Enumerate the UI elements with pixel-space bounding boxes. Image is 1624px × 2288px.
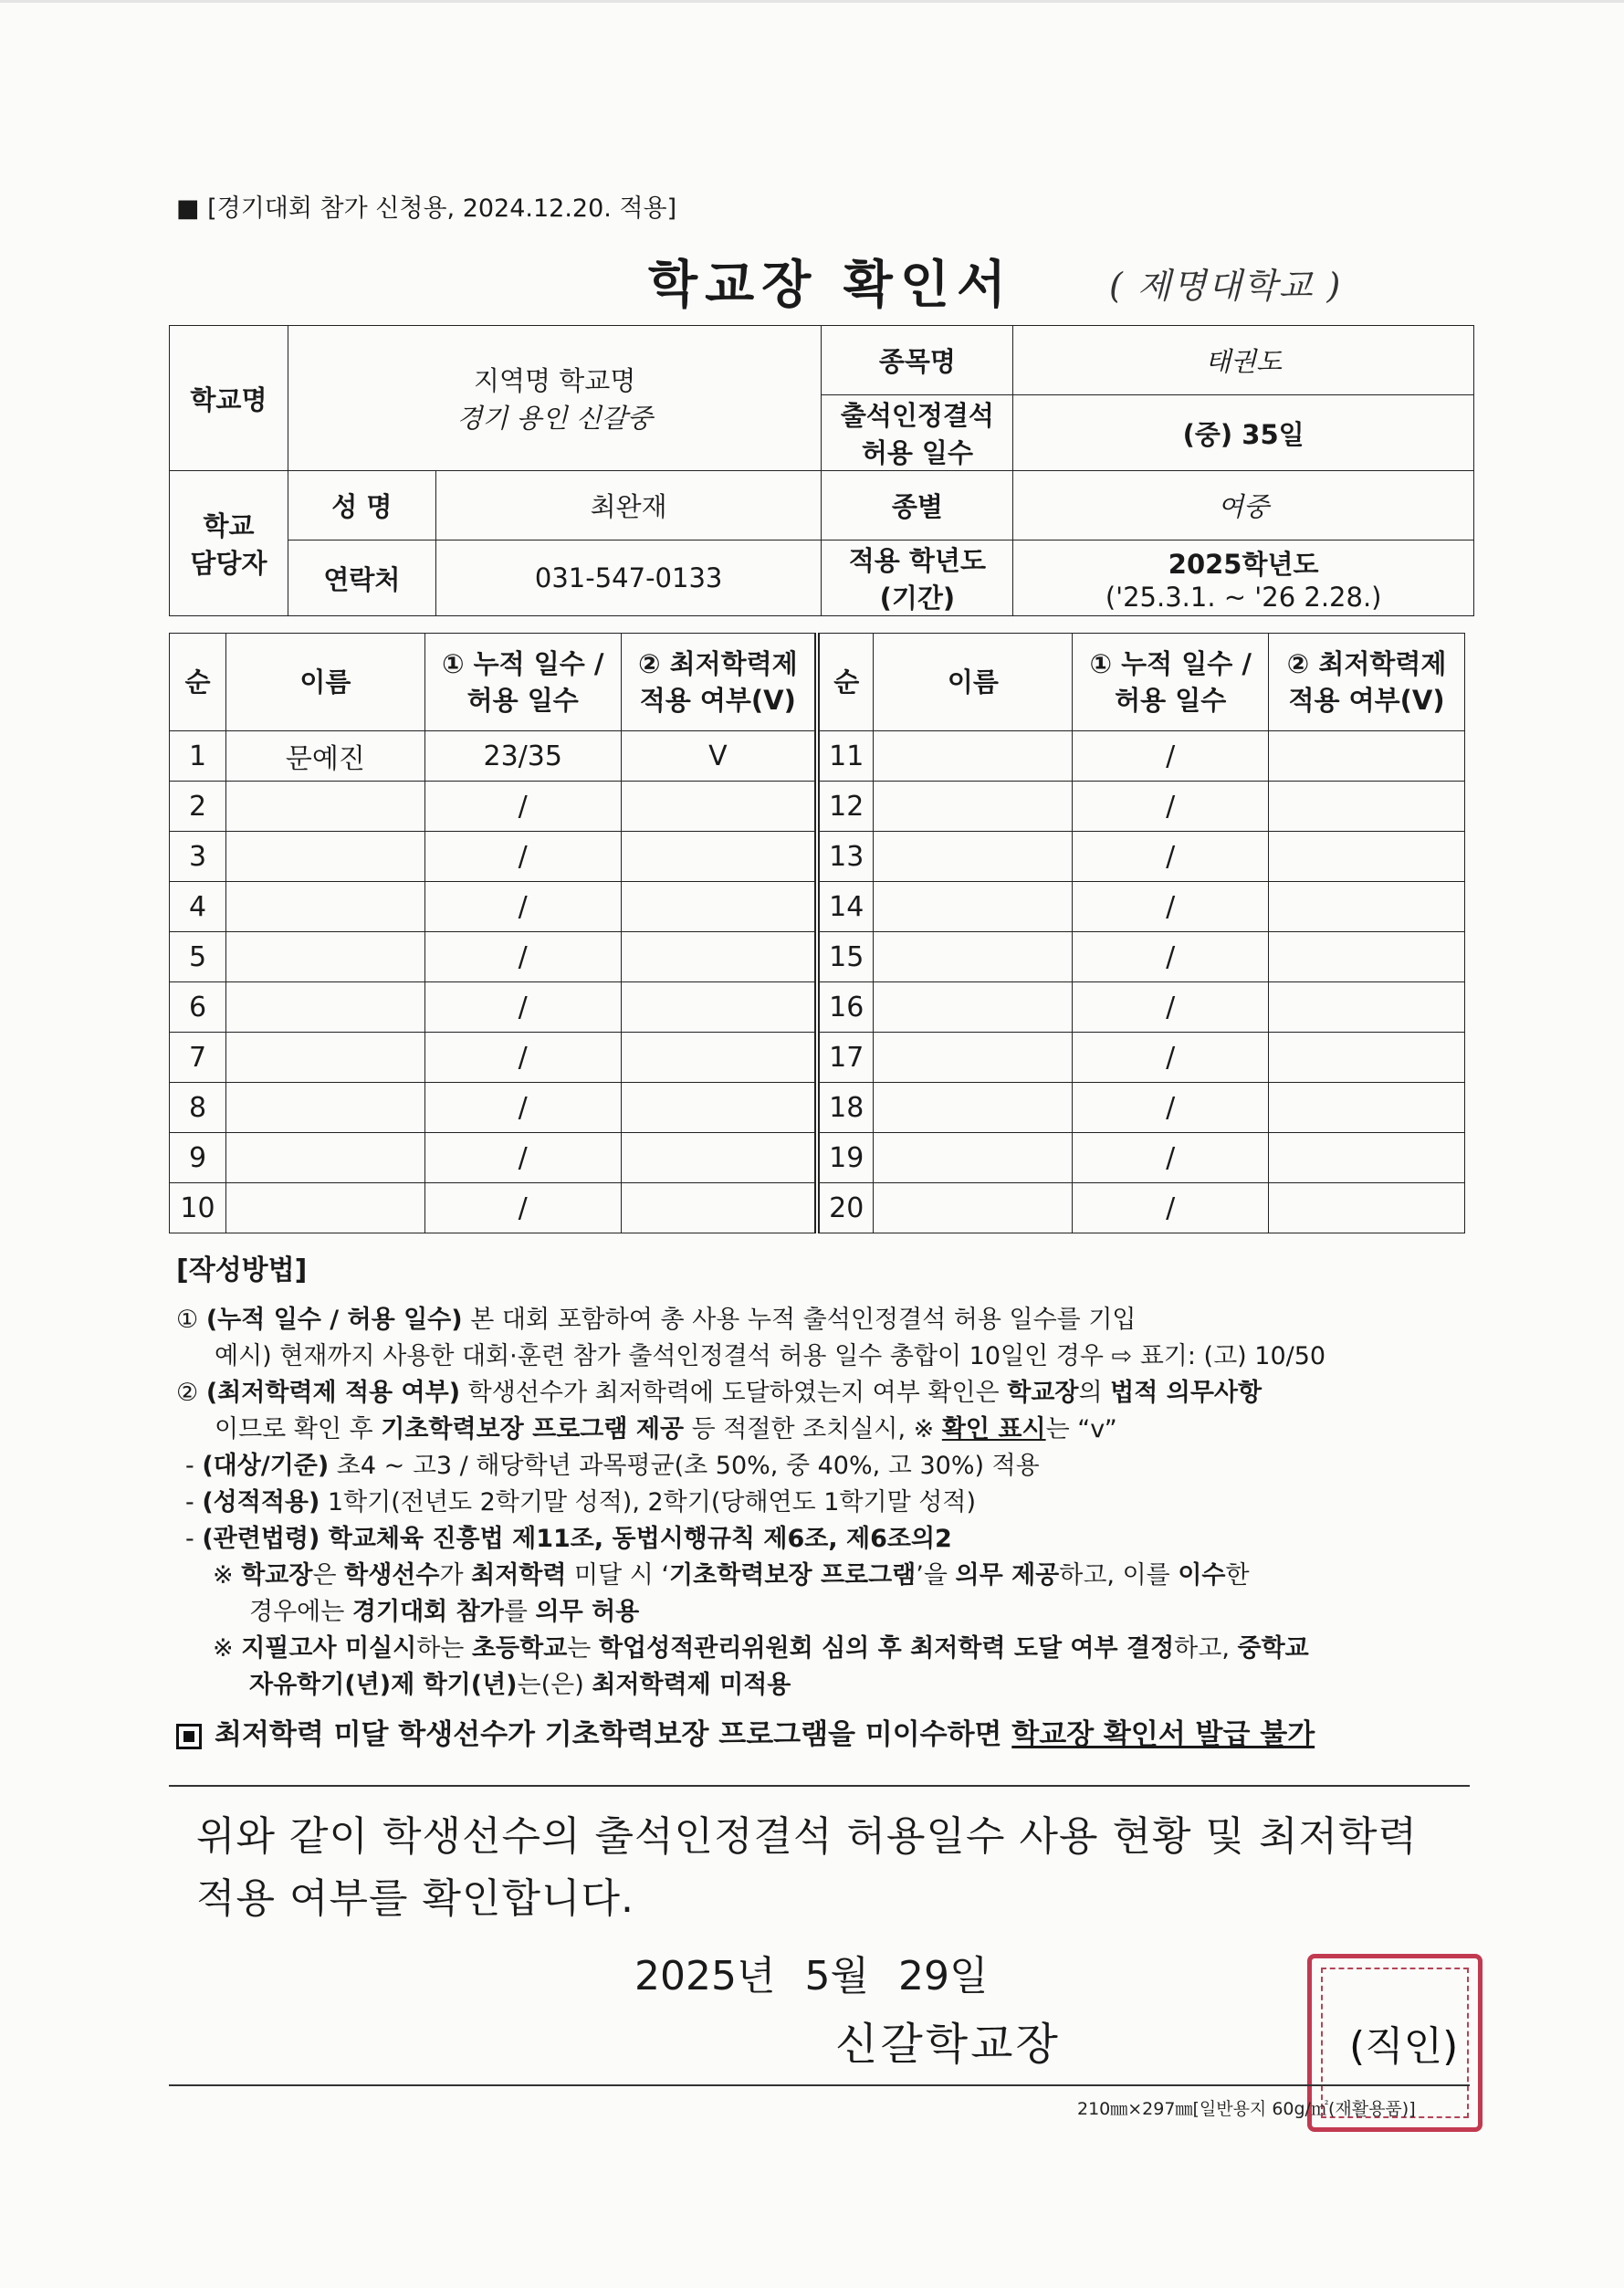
roster-cell-right-name bbox=[874, 782, 1073, 832]
roster-cell-right-min bbox=[1269, 1183, 1465, 1233]
year-value bbox=[1013, 541, 1474, 616]
method-title: [작성방법] bbox=[176, 1254, 308, 1286]
manager-label bbox=[170, 471, 288, 616]
method-line-5: - (대상/기준) 초4 ~ 고3 / 해당학년 과목평균(초 50%, 중 40%, 고 30%) 적용 bbox=[185, 1452, 1040, 1480]
roster-cell-right-days: / bbox=[1073, 1083, 1269, 1133]
roster-cell-left-name bbox=[225, 832, 424, 882]
roster-cell-left-min bbox=[621, 882, 817, 932]
header-note: ■ [경기대회 참가 신청용, 2024.12.20. 적용] bbox=[176, 194, 677, 223]
roster-cell-right-no: 18 bbox=[817, 1083, 874, 1133]
roster-cell-left-name bbox=[225, 1083, 424, 1133]
roster-cell-right-name bbox=[874, 932, 1073, 982]
roster-cell-right-days: / bbox=[1073, 731, 1269, 782]
roster-cell-left-min bbox=[621, 832, 817, 882]
confirmation-line-1: 위와 같이 학생선수의 출석인정결석 허용일수 사용 현황 및 최저학력 bbox=[196, 1813, 1418, 1860]
roster-cell-left-days: / bbox=[424, 1183, 621, 1233]
roster-cell-left-min bbox=[621, 1133, 817, 1183]
method-line-2: 예시) 현재까지 사용한 대회·훈련 참가 출석인정결석 허용 일수 총합이 10일인 경우 ⇨ 표기: (고) 10/50 bbox=[215, 1342, 1326, 1370]
roster-cell-right-min bbox=[1269, 832, 1465, 882]
contact-label: 연락처 bbox=[288, 541, 435, 616]
roster-cell-right-min bbox=[1269, 932, 1465, 982]
method-line-7: - (관련법령) 학교체육 진흥법 제11조, 동법시행규칙 제6조, 제6조의2 bbox=[185, 1525, 952, 1553]
roster-cell-left-name bbox=[225, 782, 424, 832]
roster-cell-right-no: 20 bbox=[817, 1183, 874, 1233]
method-line-11: 자유학기(년)제 학기(년)는(은) 최저학력제 미적용 bbox=[249, 1671, 791, 1699]
table-row bbox=[170, 782, 1465, 832]
absence-label bbox=[822, 395, 1013, 471]
event-value: 태권도 bbox=[1013, 326, 1474, 395]
divider-line bbox=[169, 1785, 1470, 1787]
warning-box-icon bbox=[176, 1724, 202, 1749]
header-name-right: 이름 bbox=[874, 634, 1073, 731]
table-row bbox=[170, 832, 1465, 882]
method-line-1: ① (누적 일수 / 허용 일수) 본 대회 포함하여 총 사용 누적 출석인정결석 허용 일수를 기입 bbox=[176, 1306, 1137, 1334]
method-line-9: 경우에는 경기대회 참가를 의무 허용 bbox=[249, 1598, 640, 1626]
roster-cell-right-days: / bbox=[1073, 932, 1269, 982]
roster-cell-right-min bbox=[1269, 982, 1465, 1033]
method-line-3: ② (최저학력제 적용 여부) 학생선수가 최저학력에 도달하였는지 여부 확인은 학교장의 법적 의무사항 bbox=[176, 1379, 1263, 1407]
roster-cell-left-days: / bbox=[424, 932, 621, 982]
header-name: 이름 bbox=[225, 634, 424, 731]
table-row bbox=[170, 1183, 1465, 1233]
roster-cell-right-days: / bbox=[1073, 982, 1269, 1033]
roster-cell-left-min bbox=[621, 1083, 817, 1133]
method-line-4: 이므로 확인 후 기초학력보장 프로그램 제공 등 적절한 조치실시, ※ 확인 표시는 “v” bbox=[215, 1415, 1117, 1443]
roster-cell-right-no: 14 bbox=[817, 882, 874, 932]
roster-cell-left-min bbox=[621, 932, 817, 982]
roster-cell-right-min bbox=[1269, 1033, 1465, 1083]
roster-cell-left-name: 문예진 bbox=[225, 731, 424, 782]
roster-cell-left-no: 9 bbox=[170, 1133, 226, 1183]
school-cell bbox=[288, 326, 822, 471]
roster-cell-right-no: 13 bbox=[817, 832, 874, 882]
roster-cell-right-name bbox=[874, 1183, 1073, 1233]
school-value: 경기 용인 신갈중 bbox=[456, 403, 653, 434]
roster-cell-right-min bbox=[1269, 1133, 1465, 1183]
roster-cell-left-no: 5 bbox=[170, 932, 226, 982]
year-label bbox=[822, 541, 1013, 616]
bottom-line bbox=[169, 2084, 1470, 2086]
event-label: 종목명 bbox=[822, 326, 1013, 395]
roster-cell-left-no: 4 bbox=[170, 882, 226, 932]
signer-name: 신갈학교장 bbox=[835, 2019, 1061, 2070]
method-line-6: - (성적적용) 1학기(전년도 2학기말 성적), 2학기(당해연도 1학기말 성적) bbox=[185, 1488, 976, 1517]
roster-cell-right-name bbox=[874, 1083, 1073, 1133]
roster-cell-right-days: / bbox=[1073, 1033, 1269, 1083]
roster-cell-right-days: / bbox=[1073, 782, 1269, 832]
roster-cell-right-name bbox=[874, 832, 1073, 882]
roster-cell-left-min bbox=[621, 1033, 817, 1083]
roster-cell-right-days: / bbox=[1073, 1183, 1269, 1233]
roster-cell-left-no: 10 bbox=[170, 1183, 226, 1233]
roster-cell-right-min bbox=[1269, 1083, 1465, 1133]
header-days: ① 누적 일수 / 허용 일수 bbox=[424, 634, 621, 731]
table-row bbox=[170, 1133, 1465, 1183]
roster-cell-left-name bbox=[225, 982, 424, 1033]
year-value-line2: ('25.3.1. ~ '26 2.28.) bbox=[1105, 581, 1382, 613]
year-value-line1: 2025학년도 bbox=[1168, 548, 1319, 580]
absence-label-line2: 허용 일수 bbox=[861, 437, 973, 468]
category-label: 종별 bbox=[822, 471, 1013, 541]
roster-cell-left-days: / bbox=[424, 882, 621, 932]
table-row bbox=[170, 1083, 1465, 1133]
roster-cell-right-no: 12 bbox=[817, 782, 874, 832]
paper-spec: 210㎜×297㎜[일반용지 60g/㎡(재활용품)] bbox=[1077, 2099, 1416, 2119]
roster-cell-left-name bbox=[225, 932, 424, 982]
roster-cell-right-days: / bbox=[1073, 1133, 1269, 1183]
roster-cell-left-no: 6 bbox=[170, 982, 226, 1033]
roster-cell-left-days: / bbox=[424, 982, 621, 1033]
roster-table bbox=[169, 633, 1465, 1233]
method-line-10: ※ 지필고사 미실시하는 초등학교는 학업성적관리위원회 심의 후 최저학력 도달 여부 결정하고, 중학교 bbox=[213, 1634, 1309, 1663]
roster-cell-left-name bbox=[225, 1183, 424, 1233]
roster-cell-left-days: / bbox=[424, 832, 621, 882]
roster-cell-right-no: 19 bbox=[817, 1133, 874, 1183]
roster-cell-right-days: / bbox=[1073, 832, 1269, 882]
header-no: 순 bbox=[170, 634, 226, 731]
year-label-line1: 적용 학년도 bbox=[848, 545, 986, 576]
roster-cell-left-days: / bbox=[424, 1133, 621, 1183]
writing-method-section bbox=[176, 1253, 1472, 1760]
roster-cell-left-no: 2 bbox=[170, 782, 226, 832]
table-row bbox=[170, 882, 1465, 932]
table-row bbox=[170, 932, 1465, 982]
roster-cell-left-no: 1 bbox=[170, 731, 226, 782]
roster-cell-left-days: / bbox=[424, 782, 621, 832]
roster-cell-left-name bbox=[225, 882, 424, 932]
school-label: 학교명 bbox=[170, 326, 288, 471]
header-min: ② 최저학력제 적용 여부(V) bbox=[621, 634, 817, 731]
seal-label: (직인) bbox=[1349, 2023, 1459, 2070]
roster-cell-left-days: / bbox=[424, 1033, 621, 1083]
confirmation-statement bbox=[196, 1806, 1456, 1930]
warning-line: 최저학력 미달 학생선수가 기초학력보장 프로그램을 미이수하면 학교장 확인서 발급 불가 bbox=[176, 1716, 1472, 1760]
document-title: 학교장 확인서 bbox=[648, 256, 1014, 315]
roster-cell-right-no: 17 bbox=[817, 1033, 874, 1083]
table-row bbox=[170, 1033, 1465, 1083]
roster-cell-left-min bbox=[621, 982, 817, 1033]
name-value: 최완재 bbox=[435, 471, 822, 541]
absence-value: (중) 35일 bbox=[1013, 395, 1474, 471]
roster-cell-left-no: 7 bbox=[170, 1033, 226, 1083]
roster-cell-right-name bbox=[874, 1133, 1073, 1183]
roster-cell-right-no: 15 bbox=[817, 932, 874, 982]
method-line-8: ※ 학교장은 학생선수가 최저학력 미달 시 ‘기초학력보장 프로그램’을 의무 제공하고, 이를 이수한 bbox=[213, 1561, 1250, 1590]
roster-cell-right-min bbox=[1269, 882, 1465, 932]
header-min-right: ② 최저학력제 적용 여부(V) bbox=[1269, 634, 1465, 731]
info-table bbox=[169, 325, 1474, 616]
school-sub-label: 지역명 학교명 bbox=[474, 365, 636, 396]
issue-date: 2025년 5월 29일 bbox=[634, 1953, 989, 1999]
confirmation-line-2: 적용 여부를 확인합니다. bbox=[196, 1875, 634, 1922]
name-label: 성 명 bbox=[288, 471, 435, 541]
roster-cell-left-min: V bbox=[621, 731, 817, 782]
absence-label-line1: 출석인정결석 bbox=[840, 400, 994, 431]
roster-cell-left-name bbox=[225, 1033, 424, 1083]
roster-cell-left-name bbox=[225, 1133, 424, 1183]
roster-cell-right-name bbox=[874, 731, 1073, 782]
roster-cell-left-days: / bbox=[424, 1083, 621, 1133]
manager-label-line2: 담당자 bbox=[190, 548, 267, 579]
roster-cell-right-name bbox=[874, 1033, 1073, 1083]
roster-header-row bbox=[170, 634, 1465, 731]
roster-cell-left-no: 8 bbox=[170, 1083, 226, 1133]
roster-cell-right-no: 16 bbox=[817, 982, 874, 1033]
roster-cell-left-days: 23/35 bbox=[424, 731, 621, 782]
handwritten-note: ( 제명대학교 ) bbox=[1109, 266, 1343, 306]
title-row bbox=[169, 245, 1474, 318]
contact-value: 031-547-0133 bbox=[435, 541, 822, 616]
category-value: 여중 bbox=[1013, 471, 1474, 541]
roster-cell-right-no: 11 bbox=[817, 731, 874, 782]
roster-cell-left-min bbox=[621, 782, 817, 832]
header-no-right: 순 bbox=[817, 634, 874, 731]
manager-label-line1: 학교 bbox=[203, 510, 255, 541]
table-row bbox=[170, 731, 1465, 782]
roster-cell-left-no: 3 bbox=[170, 832, 226, 882]
roster-cell-right-name bbox=[874, 982, 1073, 1033]
roster-cell-left-min bbox=[621, 1183, 817, 1233]
roster-cell-right-days: / bbox=[1073, 882, 1269, 932]
year-label-line2: (기간) bbox=[879, 582, 956, 614]
roster-cell-right-name bbox=[874, 882, 1073, 932]
roster-cell-right-min bbox=[1269, 731, 1465, 782]
header-days-right: ① 누적 일수 / 허용 일수 bbox=[1073, 634, 1269, 731]
table-row bbox=[170, 982, 1465, 1033]
roster-cell-right-min bbox=[1269, 782, 1465, 832]
